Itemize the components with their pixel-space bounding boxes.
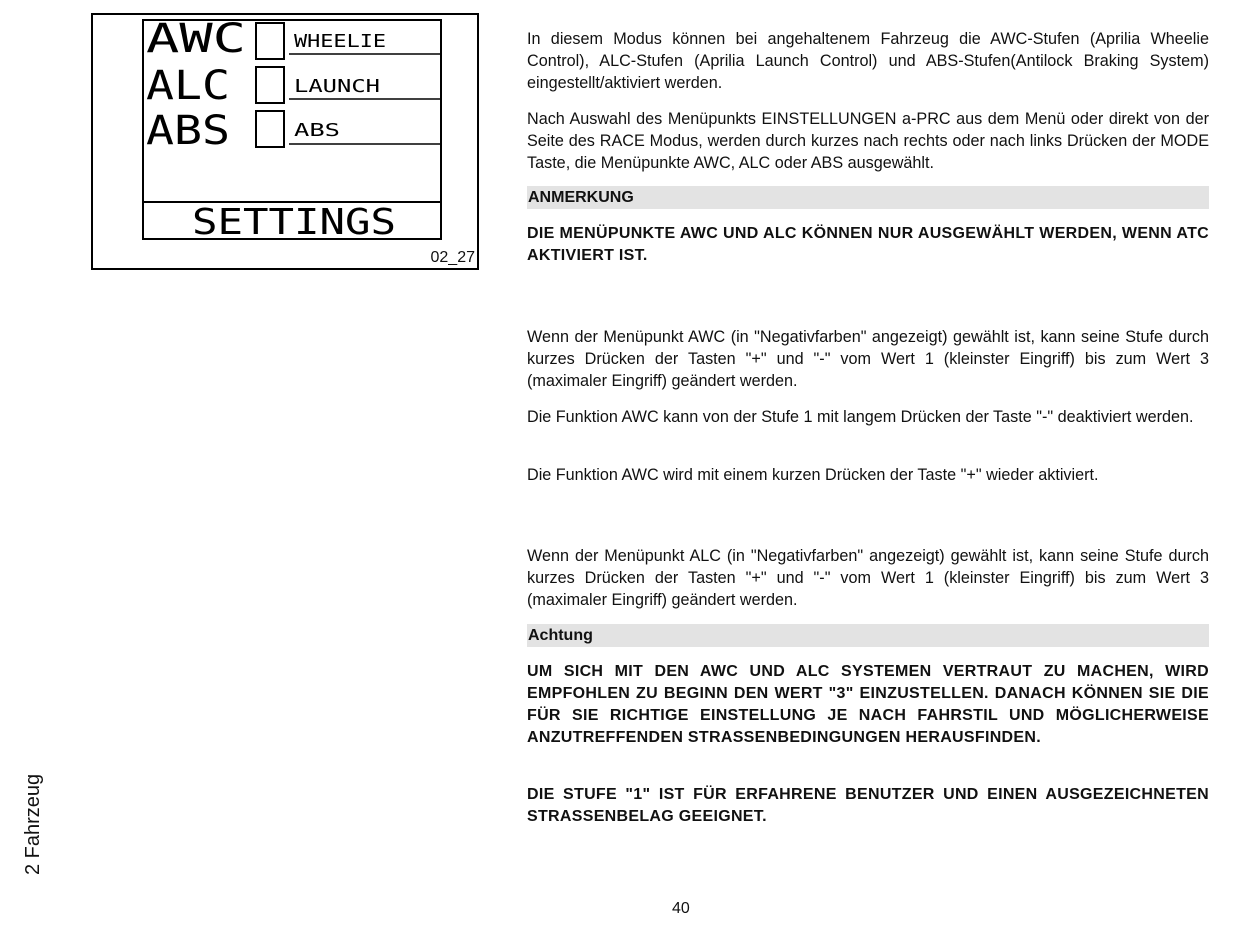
lcd-row-label: WHEELIE: [294, 31, 386, 52]
lcd-row-code: AWC: [146, 19, 246, 62]
page-number: 40: [672, 900, 690, 917]
lcd-settings-screen: [142, 19, 444, 241]
lcd-checkbox: [256, 111, 284, 147]
lcd-checkbox: [256, 23, 284, 59]
lcd-row-label: ABS: [294, 120, 340, 141]
lcd-footer-label: SETTINGS: [192, 202, 396, 241]
note-heading: ANMERKUNG: [527, 186, 1209, 209]
chapter-side-label: 2 Fahrzeug: [22, 773, 44, 875]
paragraph-menu-selection: Nach Auswahl des Menüpunkts EINSTELLUNGEN a-PRC aus dem Menü oder direkt von der Seite des RACE Modus, werden durch kurzes nach rechts oder nach links Drücken der MODE Taste, die Menüpunkte AWC, ALC oder ABS ausgewählt.: [527, 110, 1209, 172]
paragraph-awc-level: Wenn der Menüpunkt AWC (in "Negativfarben" angezeigt) gewählt ist, kann seine Stufe durch kurzes Drücken der Tasten "+" und "-" vom Wert 1 (kleinster Eingriff) bis zum Wert 3 (maximaler Eingriff) geändert werden.: [527, 328, 1209, 390]
caution-text-2: DIE STUFE "1" IST FÜR ERFAHRENE BENUTZER UND EINEN AUSGEZEICHNETEN STRASSENBELAG GEEIGNET.: [527, 786, 1209, 825]
paragraph-alc-level: Wenn der Menüpunkt ALC (in "Negativfarben" angezeigt) gewählt ist, kann seine Stufe durch kurzes Drücken der Tasten "+" und "-" vom Wert 1 (kleinster Eingriff) bis zum Wert 3 (maximaler Eingriff) geändert werden.: [527, 547, 1209, 609]
figure-id: 02_27: [430, 249, 475, 266]
caution-heading: Achtung: [527, 624, 1209, 647]
lcd-row-label: LAUNCH: [294, 76, 380, 97]
paragraph-intro: In diesem Modus können bei angehaltenem Fahrzeug die AWC-Stufen (Aprilia Wheelie Control), ALC-Stufen (Aprilia Launch Control) und ABS-Stufen(Antilock Braking System) eingestellt/aktiviert werden.: [527, 30, 1209, 92]
paragraph-awc-reactivate: Die Funktion AWC wird mit einem kurzen Drücken der Taste "+" wieder aktiviert.: [527, 466, 1099, 484]
paragraph-awc-deactivate: Die Funktion AWC kann von der Stufe 1 mit langem Drücken der Taste "-" deaktiviert werden.: [527, 408, 1194, 426]
lcd-row-code: ABS: [146, 108, 230, 154]
note-text: DIE MENÜPUNKTE AWC UND ALC KÖNNEN NUR AUSGEWÄHLT WERDEN, WENN ATC AKTIVIERT IST.: [527, 225, 1209, 264]
lcd-row-code: ALC: [146, 63, 230, 109]
lcd-checkbox: [256, 67, 284, 103]
caution-text-1: UM SICH MIT DEN AWC UND ALC SYSTEMEN VERTRAUT ZU MACHEN, WIRD EMPFOHLEN ZU BEGINN DEN WERT "3" EINZUSTELLEN. DANACH KÖNNEN SIE DIE FÜR SIE RICHTIGE EINSTELLUNG JE NACH FAHRSTIL UND MÖGLICHERWEISE ANZUTREFFENDEN STRASSENBEDINGUNGEN HERAUSFINDEN.: [527, 663, 1209, 746]
